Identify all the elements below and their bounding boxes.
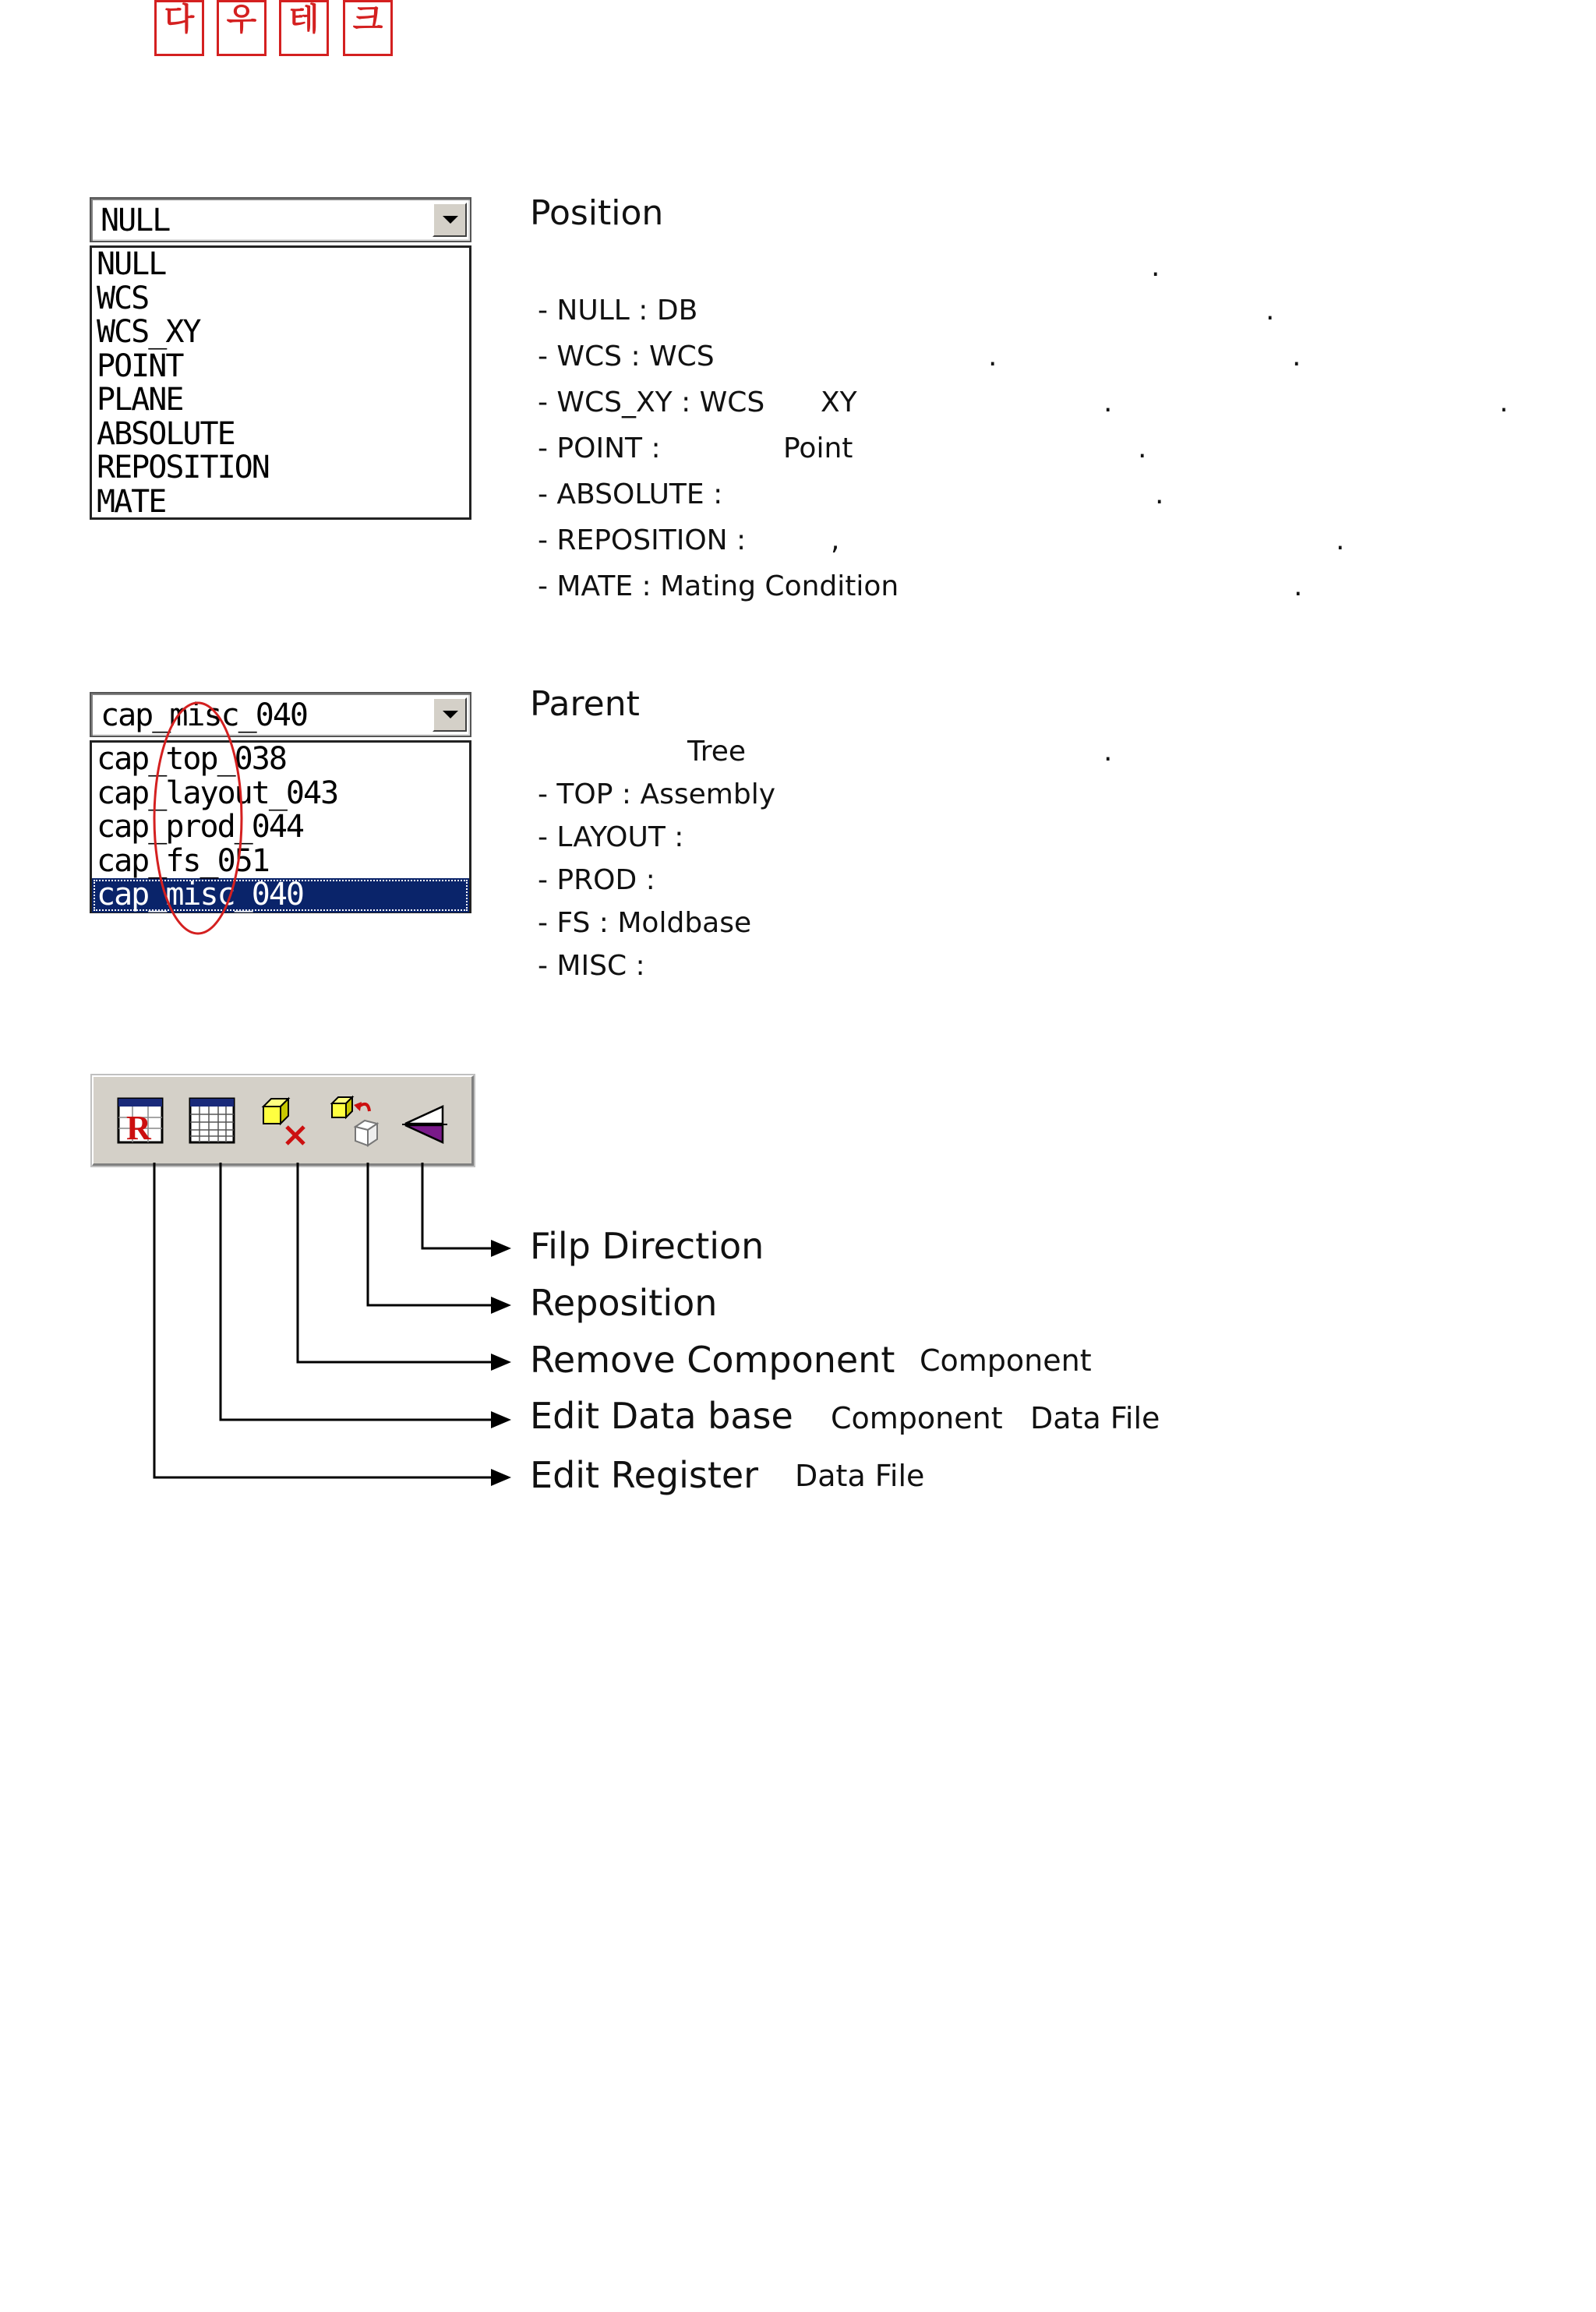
parent-combobox[interactable] bbox=[90, 692, 471, 737]
list-item[interactable]: cap_prod_044 bbox=[97, 809, 303, 845]
separator-dot: . bbox=[1155, 478, 1164, 510]
parent-item-top: - TOP : Assembly bbox=[538, 778, 775, 810]
position-item-wcs-xy-extra: XY bbox=[821, 387, 857, 418]
component-toolbar bbox=[92, 1075, 474, 1166]
parent-item-misc: - MISC : bbox=[538, 950, 645, 982]
callout-edit-database: Edit Data base bbox=[530, 1395, 793, 1437]
separator-dot: . bbox=[1292, 341, 1301, 372]
list-item[interactable]: MATE bbox=[97, 483, 166, 520]
list-item[interactable]: NULL bbox=[97, 246, 166, 282]
list-item[interactable]: POINT bbox=[97, 348, 183, 384]
chevron-down-icon[interactable] bbox=[433, 203, 467, 237]
separator-dot: . bbox=[1103, 736, 1113, 768]
separator-dot: . bbox=[1103, 387, 1113, 418]
separator-dot: . bbox=[1336, 524, 1345, 556]
parent-item-layout: - LAYOUT : bbox=[538, 821, 684, 853]
separator-dot: . bbox=[988, 341, 998, 372]
position-item-absolute: - ABSOLUTE : bbox=[538, 478, 723, 510]
separator-dot: . bbox=[1499, 387, 1509, 418]
callout-flip-direction: Filp Direction bbox=[530, 1225, 764, 1267]
callout-edit-register: Edit Register bbox=[530, 1454, 759, 1496]
list-item[interactable]: REPOSITION bbox=[97, 450, 269, 485]
svg-text:R: R bbox=[126, 1109, 151, 1147]
callout-connectors bbox=[0, 1161, 530, 1504]
position-item-point: - POINT : bbox=[538, 432, 661, 464]
logo-char-2: 우 bbox=[217, 0, 267, 56]
list-item[interactable]: ABSOLUTE bbox=[97, 415, 235, 452]
arrow-head bbox=[491, 1469, 511, 1486]
parent-listbox[interactable] bbox=[90, 740, 471, 913]
position-item-mate: - MATE : Mating Condition bbox=[538, 570, 899, 602]
arrow-head bbox=[491, 1411, 511, 1428]
position-item-wcs: - WCS : WCS bbox=[538, 341, 715, 372]
logo-char-1: 다 bbox=[154, 0, 204, 56]
highlight-ellipse-shape bbox=[154, 703, 242, 934]
position-combobox[interactable] bbox=[90, 197, 471, 242]
separator-dot: . bbox=[1266, 295, 1275, 327]
position-item-reposition-extra: , bbox=[831, 524, 840, 556]
callout-edit-database-note-2: Data File bbox=[1030, 1401, 1160, 1435]
callout-remove-component-note: Component bbox=[920, 1343, 1092, 1378]
highlight-ellipse bbox=[148, 697, 249, 943]
callout-edit-database-note-1: Component bbox=[831, 1401, 1003, 1435]
edit-database-icon[interactable] bbox=[185, 1092, 240, 1147]
list-item[interactable]: cap_layout_043 bbox=[97, 775, 338, 811]
position-title: Position bbox=[530, 193, 664, 233]
position-item-wcs-xy: - WCS_XY : WCS bbox=[538, 387, 765, 418]
callout-reposition: Reposition bbox=[530, 1282, 718, 1324]
parent-combobox-value: cap_misc_040 bbox=[101, 697, 307, 733]
list-item-selected[interactable]: cap_misc_040 bbox=[92, 878, 469, 912]
position-item-null: - NULL : DB bbox=[538, 295, 698, 327]
list-item[interactable]: cap_fs_051 bbox=[97, 842, 269, 879]
remove-component-icon[interactable] bbox=[257, 1092, 312, 1147]
list-item[interactable]: WCS bbox=[97, 280, 149, 316]
logo-char-3: 테 bbox=[279, 0, 329, 56]
parent-intro: Tree bbox=[687, 736, 747, 768]
parent-item-fs: - FS : Moldbase bbox=[538, 907, 752, 939]
position-item-reposition: - REPOSITION : bbox=[538, 524, 747, 556]
flip-direction-icon[interactable] bbox=[399, 1092, 454, 1147]
arrow-head bbox=[491, 1354, 511, 1371]
position-item-point-extra: Point bbox=[783, 432, 853, 464]
callout-edit-register-note: Data File bbox=[795, 1459, 925, 1493]
position-listbox[interactable] bbox=[90, 245, 471, 520]
arrow-head bbox=[491, 1297, 511, 1314]
separator-dot: . bbox=[1151, 251, 1160, 283]
edit-register-icon[interactable] bbox=[114, 1092, 168, 1147]
parent-title: Parent bbox=[530, 684, 640, 724]
arrow-head bbox=[491, 1240, 511, 1257]
position-combobox-value: NULL bbox=[101, 203, 170, 238]
chevron-down-icon[interactable] bbox=[433, 697, 467, 732]
list-item[interactable]: cap_top_038 bbox=[97, 741, 286, 777]
logo-char-4: 크 bbox=[343, 0, 393, 56]
list-item[interactable]: WCS_XY bbox=[97, 314, 200, 350]
separator-dot: . bbox=[1294, 570, 1303, 602]
reposition-icon[interactable] bbox=[329, 1092, 383, 1147]
list-item[interactable]: PLANE bbox=[97, 382, 183, 418]
callout-remove-component: Remove Component bbox=[530, 1339, 895, 1381]
parent-item-prod: - PROD : bbox=[538, 864, 655, 896]
separator-dot: . bbox=[1138, 432, 1147, 464]
